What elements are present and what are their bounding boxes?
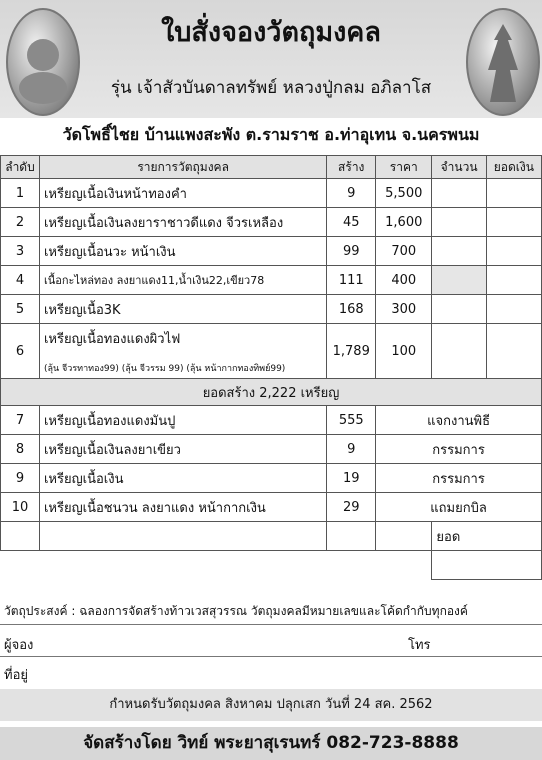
table-row	[1, 435, 542, 464]
col-header-qty: สร้าง	[327, 156, 376, 179]
table-row	[1, 266, 542, 295]
amount-input[interactable]	[432, 295, 486, 324]
row-item: เหรียญเนื้อนวะ หน้าเงิน	[39, 237, 326, 266]
row-price: 300	[376, 295, 432, 324]
order-table	[0, 155, 542, 580]
row-no: 10	[1, 493, 40, 522]
amount-input[interactable]	[432, 237, 486, 266]
row-price: 100	[376, 324, 432, 379]
row-qty: 555	[327, 406, 376, 435]
grand-total-input[interactable]	[432, 551, 542, 580]
sum-label: ยอด	[432, 522, 542, 551]
deity-medal-image	[466, 8, 540, 116]
amount-input[interactable]	[432, 324, 486, 379]
row-item: เหรียญเนื้อเงินหน้าทองคำ	[39, 179, 326, 208]
purpose-text: วัตถุประสงค์ : ฉลองการจัดสร้างท้าวเวสสุวรรณ วัตถุมงคลมีหมายเลขและโค้ดกำกับทุกองค์	[4, 604, 468, 618]
schedule-text: กำหนดรับวัตถุมงคล สิงหาคม ปลุกเสก วันที่ 24 สค. 2562	[0, 689, 542, 721]
total-input[interactable]	[486, 237, 541, 266]
address-label: ที่อยู่	[4, 668, 28, 683]
table-row	[1, 324, 542, 379]
row-status: แถมยกบิล	[376, 493, 542, 522]
total-input[interactable]	[486, 295, 541, 324]
row-qty: 29	[327, 493, 376, 522]
row-no: 6	[1, 324, 40, 379]
total-input[interactable]	[486, 208, 541, 237]
blank-cell	[327, 522, 376, 551]
row-item-cell	[39, 324, 326, 379]
divider	[0, 656, 542, 657]
row-qty: 9	[327, 179, 376, 208]
divider	[0, 624, 542, 625]
total-input[interactable]	[486, 179, 541, 208]
col-header-item: รายการวัตถุมงคล	[39, 156, 326, 179]
row-no: 2	[1, 208, 40, 237]
name-label: ผู้จอง	[4, 638, 34, 653]
row-status: กรรมการ	[376, 464, 542, 493]
phone-label: โทร	[408, 638, 431, 653]
row-item: เหรียญเนื้อชนวน ลงยาแดง หน้ากากเงิน	[39, 493, 326, 522]
table-row	[1, 295, 542, 324]
table-row	[1, 551, 542, 580]
col-header-total: ยอดเงิน	[486, 156, 541, 179]
blank-cell	[1, 551, 432, 580]
row-item: เหรียญเนื้อเงิน	[39, 464, 326, 493]
col-header-price: ราคา	[376, 156, 432, 179]
amount-input[interactable]	[432, 208, 486, 237]
table-row	[1, 237, 542, 266]
row-note: (ลุ้น จีวรทาทอง99) (ลุ้น จีวรรม 99) (ลุ้น หน้ากากทองทิพย์99)	[43, 363, 286, 374]
row-item: เหรียญเนื้อทองแดงผิวไฟ	[43, 331, 181, 347]
row-price: 400	[376, 266, 432, 295]
row-no: 5	[1, 295, 40, 324]
production-total-row	[1, 379, 542, 406]
row-qty: 45	[327, 208, 376, 237]
row-qty: 9	[327, 435, 376, 464]
table-row	[1, 406, 542, 435]
page-subtitle: รุ่น เจ้าสัวบันดาลทรัพย์ หลวงปู่กลม อภิลาโส	[110, 78, 432, 98]
row-status: กรรมการ	[376, 435, 542, 464]
row-no: 1	[1, 179, 40, 208]
total-input[interactable]	[486, 324, 541, 379]
monk-medal-image	[6, 8, 80, 116]
row-qty: 111	[327, 266, 376, 295]
row-qty: 19	[327, 464, 376, 493]
row-item: เหรียญเนื้อเงินลงยาราชาวดีแดง จีวรเหลือง	[39, 208, 326, 237]
page-title: ใบสั่งจองวัตถุมงคล	[161, 17, 381, 48]
row-item: เหรียญเนื้อ3K	[39, 295, 326, 324]
row-no: 8	[1, 435, 40, 464]
row-item: เนื้อกะไหล่ทอง ลงยาแดง11,น้ำเงิน22,เขียว78	[39, 266, 326, 295]
col-header-no: ลำดับ	[1, 156, 40, 179]
row-qty: 99	[327, 237, 376, 266]
row-no: 3	[1, 237, 40, 266]
row-no: 4	[1, 266, 40, 295]
table-row	[1, 522, 542, 551]
row-price: 700	[376, 237, 432, 266]
blank-cell	[1, 522, 40, 551]
blank-cell	[39, 522, 326, 551]
header-banner	[0, 0, 542, 118]
row-price: 1,600	[376, 208, 432, 237]
row-no: 7	[1, 406, 40, 435]
production-total: ยอดสร้าง 2,222 เหรียญ	[1, 379, 542, 406]
row-status: แจกงานพิธี	[376, 406, 542, 435]
table-row	[1, 493, 542, 522]
table-row	[1, 208, 542, 237]
col-header-amount: จำนวน	[432, 156, 486, 179]
total-input[interactable]	[486, 266, 541, 295]
table-row	[1, 464, 542, 493]
amount-input[interactable]	[432, 266, 486, 295]
organizer-text: จัดสร้างโดย วิทย์ พระยาสุเรนทร์ 082-723-8888	[0, 727, 542, 760]
row-item: เหรียญเนื้อทองแดงมันปู	[39, 406, 326, 435]
row-item: เหรียญเนื้อเงินลงยาเขียว	[39, 435, 326, 464]
row-no: 9	[1, 464, 40, 493]
temple-address: วัดโพธิ์ไชย บ้านแพงสะพัง ต.รามราช อ.ท่าอุเทน จ.นครพนม	[62, 125, 480, 144]
amount-input[interactable]	[432, 179, 486, 208]
table-row	[1, 179, 542, 208]
row-price: 5,500	[376, 179, 432, 208]
row-qty: 168	[327, 295, 376, 324]
blank-cell	[376, 522, 432, 551]
row-qty: 1,789	[327, 324, 376, 379]
